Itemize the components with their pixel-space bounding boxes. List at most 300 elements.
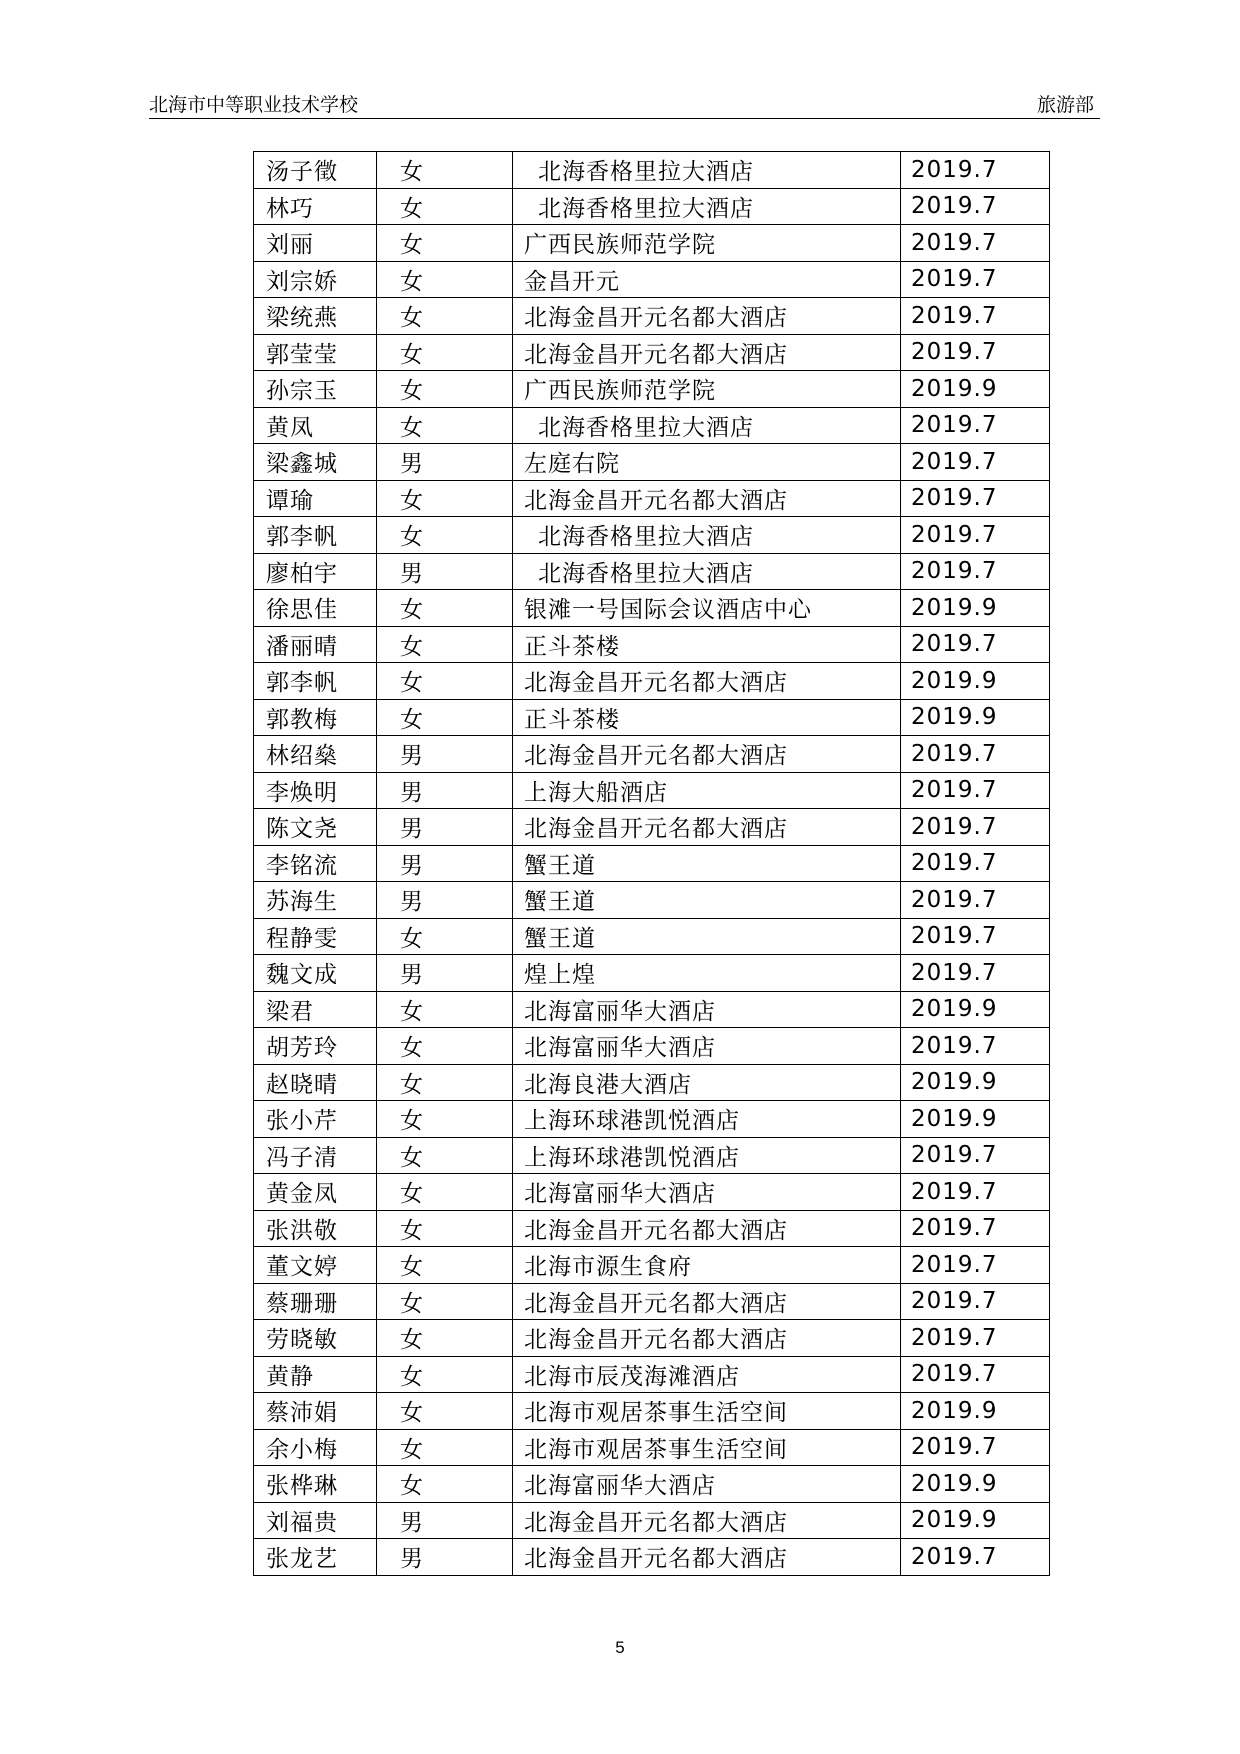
gender-cell [377, 1137, 513, 1174]
employer-cell [513, 626, 901, 663]
employer-cell [513, 991, 901, 1028]
employer-cell [513, 1393, 901, 1430]
student-name-cell-text: 汤子徵 [266, 159, 338, 186]
employer-cell [513, 188, 901, 225]
table-row [254, 699, 1050, 736]
gender-cell [377, 1466, 513, 1503]
student-name-cell-text: 潘丽晴 [266, 633, 338, 660]
student-name-cell-text: 张龙艺 [266, 1546, 338, 1573]
date-cell [901, 152, 1050, 189]
student-name-cell-text: 刘丽 [266, 232, 314, 259]
employer-cell-text: 北海金昌开元名都大酒店 [524, 816, 788, 843]
date-cell [901, 991, 1050, 1028]
student-name-cell [254, 225, 377, 262]
gender-cell-text: 女 [400, 1363, 424, 1390]
date-cell [901, 1466, 1050, 1503]
employer-cell-text: 正斗茶楼 [524, 706, 620, 733]
employer-cell-text: 蟹王道 [524, 852, 596, 879]
student-name-cell [254, 991, 377, 1028]
employer-cell-text: 北海金昌开元名都大酒店 [524, 487, 788, 514]
table-row [254, 955, 1050, 992]
gender-cell [377, 1356, 513, 1393]
student-name-cell [254, 261, 377, 298]
table-row [254, 1320, 1050, 1357]
gender-cell [377, 1429, 513, 1466]
date-cell [901, 334, 1050, 371]
student-name-cell-text: 刘福贵 [266, 1509, 338, 1536]
date-cell-text: 2019.9 [911, 704, 998, 731]
date-cell [901, 1539, 1050, 1576]
date-cell-text: 2019.7 [911, 485, 998, 512]
table-row [254, 1247, 1050, 1284]
student-name-cell-text: 郭莹莹 [266, 341, 338, 368]
employer-cell [513, 225, 901, 262]
date-cell-text: 2019.7 [911, 558, 998, 585]
date-cell [901, 736, 1050, 773]
student-name-cell [254, 1320, 377, 1357]
student-name-cell-text: 李焕明 [266, 779, 338, 806]
employer-cell-text: 银滩一号国际会议酒店中心 [524, 597, 812, 624]
gender-cell [377, 809, 513, 846]
date-cell [901, 1429, 1050, 1466]
gender-cell-text: 女 [400, 1108, 424, 1135]
employer-cell [513, 663, 901, 700]
gender-cell [377, 1247, 513, 1284]
table-row [254, 1466, 1050, 1503]
employer-cell-text: 北海金昌开元名都大酒店 [524, 1327, 788, 1354]
gender-cell-text: 女 [400, 305, 424, 332]
gender-cell-text: 男 [400, 451, 424, 478]
gender-cell-text: 女 [400, 1473, 424, 1500]
employer-cell [513, 407, 901, 444]
gender-cell-text: 男 [400, 743, 424, 770]
date-cell-text: 2019.7 [911, 339, 998, 366]
gender-cell-text: 女 [400, 1327, 424, 1354]
table-row [254, 1101, 1050, 1138]
date-cell-text: 2019.7 [911, 1288, 998, 1315]
gender-cell-text: 男 [400, 1546, 424, 1573]
student-name-cell-text: 陈文尧 [266, 816, 338, 843]
table-row [254, 188, 1050, 225]
date-cell [901, 918, 1050, 955]
gender-cell-text: 男 [400, 816, 424, 843]
student-name-cell [254, 1539, 377, 1576]
gender-cell [377, 736, 513, 773]
gender-cell-text: 女 [400, 1436, 424, 1463]
student-name-cell-text: 蔡珊珊 [266, 1290, 338, 1317]
student-name-cell-text: 张洪敬 [266, 1217, 338, 1244]
gender-cell [377, 1028, 513, 1065]
student-name-cell-text: 刘宗娇 [266, 268, 338, 295]
employer-cell [513, 882, 901, 919]
employer-cell-text: 北海香格里拉大酒店 [538, 560, 754, 587]
employer-cell [513, 1356, 901, 1393]
employer-cell [513, 590, 901, 627]
gender-cell-text: 女 [400, 1071, 424, 1098]
date-cell [901, 1320, 1050, 1357]
gender-cell-text: 女 [400, 159, 424, 186]
gender-cell [377, 1101, 513, 1138]
employer-cell-text: 北海金昌开元名都大酒店 [524, 341, 788, 368]
employer-cell-text: 蟹王道 [524, 889, 596, 916]
gender-cell [377, 407, 513, 444]
table-body [254, 152, 1050, 1576]
student-name-cell-text: 林巧 [266, 195, 314, 222]
employer-cell [513, 955, 901, 992]
employer-cell-text: 正斗茶楼 [524, 633, 620, 660]
gender-cell [377, 1393, 513, 1430]
employer-cell-text: 北海市观居茶事生活空间 [524, 1436, 788, 1463]
gender-cell-text: 男 [400, 779, 424, 806]
date-cell-text: 2019.7 [911, 1324, 998, 1351]
date-cell [901, 1101, 1050, 1138]
student-name-cell-text: 黄凤 [266, 414, 314, 441]
employer-cell [513, 1174, 901, 1211]
date-cell-text: 2019.9 [911, 1470, 998, 1497]
gender-cell [377, 480, 513, 517]
date-cell-text: 2019.7 [911, 193, 998, 220]
employer-cell [513, 1064, 901, 1101]
student-name-cell [254, 407, 377, 444]
table-row [254, 553, 1050, 590]
gender-cell [377, 882, 513, 919]
gender-cell-text: 女 [400, 670, 424, 697]
date-cell [901, 1210, 1050, 1247]
table-row [254, 1393, 1050, 1430]
table-row [254, 1137, 1050, 1174]
date-cell [901, 298, 1050, 335]
employer-cell-text: 北海金昌开元名都大酒店 [524, 1290, 788, 1317]
employer-cell [513, 261, 901, 298]
employer-cell-text: 北海市观居茶事生活空间 [524, 1400, 788, 1427]
table-row [254, 480, 1050, 517]
student-name-cell [254, 918, 377, 955]
table-row [254, 991, 1050, 1028]
table-row [254, 736, 1050, 773]
date-cell [901, 845, 1050, 882]
date-cell-text: 2019.7 [911, 850, 998, 877]
date-cell-text: 2019.7 [911, 923, 998, 950]
student-name-cell-text: 梁鑫城 [266, 451, 338, 478]
table-row [254, 225, 1050, 262]
table-row [254, 444, 1050, 481]
date-cell [901, 1283, 1050, 1320]
gender-cell [377, 1502, 513, 1539]
gender-cell [377, 188, 513, 225]
student-name-cell-text: 郭教梅 [266, 706, 338, 733]
employer-cell-text: 左庭右院 [524, 451, 620, 478]
student-name-cell [254, 444, 377, 481]
student-name-cell-text: 李铭流 [266, 852, 338, 879]
date-cell-text: 2019.7 [911, 521, 998, 548]
gender-cell-text: 女 [400, 232, 424, 259]
gender-cell-text: 女 [400, 195, 424, 222]
student-name-cell [254, 1429, 377, 1466]
employer-cell [513, 553, 901, 590]
student-name-cell [254, 736, 377, 773]
employer-cell [513, 1028, 901, 1065]
date-cell [901, 699, 1050, 736]
student-name-cell [254, 1028, 377, 1065]
employer-cell-text: 广西民族师范学院 [524, 378, 716, 405]
gender-cell [377, 1320, 513, 1357]
student-name-cell-text: 苏海生 [266, 889, 338, 916]
gender-cell-text: 男 [400, 852, 424, 879]
student-name-cell-text: 余小梅 [266, 1436, 338, 1463]
table-row [254, 298, 1050, 335]
gender-cell-text: 女 [400, 1400, 424, 1427]
date-cell [901, 407, 1050, 444]
date-cell-text: 2019.7 [911, 1142, 998, 1169]
date-cell [901, 590, 1050, 627]
gender-cell-text: 男 [400, 560, 424, 587]
employer-cell [513, 699, 901, 736]
student-name-cell [254, 1064, 377, 1101]
student-name-cell [254, 517, 377, 554]
employer-cell-text: 北海香格里拉大酒店 [538, 414, 754, 441]
date-cell-text: 2019.9 [911, 594, 998, 621]
date-cell-text: 2019.7 [911, 740, 998, 767]
table-row [254, 152, 1050, 189]
employer-cell [513, 1101, 901, 1138]
employer-cell [513, 1429, 901, 1466]
gender-cell [377, 1174, 513, 1211]
page-number: 5 [615, 1638, 625, 1657]
employer-cell [513, 298, 901, 335]
student-name-cell [254, 298, 377, 335]
department-name: 旅游部 [1036, 94, 1094, 116]
date-cell [901, 517, 1050, 554]
employer-cell [513, 809, 901, 846]
gender-cell-text: 女 [400, 268, 424, 295]
student-name-cell [254, 663, 377, 700]
date-cell-text: 2019.9 [911, 1507, 998, 1534]
table-row [254, 1064, 1050, 1101]
date-cell [901, 1064, 1050, 1101]
employer-cell-text: 北海富丽华大酒店 [524, 1181, 716, 1208]
employer-cell [513, 1283, 901, 1320]
table-row [254, 517, 1050, 554]
date-cell-text: 2019.7 [911, 1178, 998, 1205]
date-cell [901, 1028, 1050, 1065]
date-cell-text: 2019.7 [911, 813, 998, 840]
date-cell-text: 2019.7 [911, 266, 998, 293]
gender-cell-text: 男 [400, 962, 424, 989]
gender-cell-text: 女 [400, 341, 424, 368]
date-cell-text: 2019.7 [911, 1543, 998, 1570]
student-name-cell [254, 772, 377, 809]
employer-cell [513, 480, 901, 517]
school-name: 北海市中等职业技术学校 [149, 94, 359, 116]
date-cell-text: 2019.7 [911, 412, 998, 439]
table-row [254, 626, 1050, 663]
date-cell-text: 2019.7 [911, 1215, 998, 1242]
student-name-cell-text: 冯子清 [266, 1144, 338, 1171]
employer-cell [513, 918, 901, 955]
table-row [254, 845, 1050, 882]
date-cell-text: 2019.7 [911, 1434, 998, 1461]
employer-cell-text: 北海金昌开元名都大酒店 [524, 1217, 788, 1244]
student-name-cell-text: 郭李帆 [266, 670, 338, 697]
student-name-cell [254, 1393, 377, 1430]
gender-cell-text: 女 [400, 1290, 424, 1317]
date-cell-text: 2019.9 [911, 996, 998, 1023]
student-name-cell-text: 张桦琳 [266, 1473, 338, 1500]
employer-cell-text: 北海市源生食府 [524, 1254, 692, 1281]
employer-cell-text: 北海良港大酒店 [524, 1071, 692, 1098]
gender-cell [377, 371, 513, 408]
date-cell [901, 1356, 1050, 1393]
gender-cell [377, 626, 513, 663]
employer-cell-text: 北海香格里拉大酒店 [538, 195, 754, 222]
gender-cell [377, 225, 513, 262]
date-cell [901, 809, 1050, 846]
student-name-cell [254, 955, 377, 992]
table-row [254, 1429, 1050, 1466]
table-row [254, 772, 1050, 809]
employer-cell-text: 北海金昌开元名都大酒店 [524, 670, 788, 697]
table-row [254, 1174, 1050, 1211]
date-cell-text: 2019.7 [911, 1032, 998, 1059]
gender-cell-text: 女 [400, 378, 424, 405]
student-name-cell [254, 809, 377, 846]
date-cell-text: 2019.7 [911, 1361, 998, 1388]
employer-cell-text: 北海香格里拉大酒店 [538, 159, 754, 186]
date-cell-text: 2019.7 [911, 959, 998, 986]
student-name-cell-text: 徐思佳 [266, 597, 338, 624]
student-name-cell [254, 1247, 377, 1284]
student-name-cell [254, 1101, 377, 1138]
student-name-cell-text: 魏文成 [266, 962, 338, 989]
gender-cell-text: 女 [400, 998, 424, 1025]
student-name-cell [254, 1210, 377, 1247]
date-cell [901, 955, 1050, 992]
date-cell-text: 2019.9 [911, 1397, 998, 1424]
student-name-cell [254, 1502, 377, 1539]
student-name-cell-text: 胡芳玲 [266, 1035, 338, 1062]
student-name-cell [254, 188, 377, 225]
date-cell [901, 1137, 1050, 1174]
gender-cell-text: 女 [400, 414, 424, 441]
date-cell-text: 2019.7 [911, 229, 998, 256]
gender-cell [377, 772, 513, 809]
date-cell [901, 663, 1050, 700]
table-row [254, 1356, 1050, 1393]
gender-cell-text: 女 [400, 1181, 424, 1208]
employer-cell [513, 444, 901, 481]
student-name-cell [254, 371, 377, 408]
student-name-cell [254, 480, 377, 517]
gender-cell [377, 1283, 513, 1320]
student-name-cell-text: 董文婷 [266, 1254, 338, 1281]
student-name-cell [254, 1356, 377, 1393]
employer-cell-text: 北海金昌开元名都大酒店 [524, 1546, 788, 1573]
table-row [254, 407, 1050, 444]
gender-cell [377, 918, 513, 955]
employer-cell [513, 334, 901, 371]
student-name-cell [254, 1466, 377, 1503]
employer-cell [513, 845, 901, 882]
employer-cell-text: 北海富丽华大酒店 [524, 998, 716, 1025]
employer-cell-text: 北海富丽华大酒店 [524, 1473, 716, 1500]
student-name-cell [254, 590, 377, 627]
student-name-cell [254, 1174, 377, 1211]
table-row [254, 1502, 1050, 1539]
gender-cell-text: 女 [400, 1144, 424, 1171]
student-name-cell [254, 1137, 377, 1174]
employer-cell [513, 1247, 901, 1284]
gender-cell [377, 298, 513, 335]
date-cell-text: 2019.7 [911, 156, 998, 183]
gender-cell [377, 1210, 513, 1247]
date-cell-text: 2019.7 [911, 302, 998, 329]
date-cell [901, 480, 1050, 517]
gender-cell [377, 845, 513, 882]
student-name-cell [254, 882, 377, 919]
student-name-cell-text: 黄金凤 [266, 1181, 338, 1208]
employer-cell-text: 上海环球港凯悦酒店 [524, 1108, 740, 1135]
gender-cell [377, 590, 513, 627]
employer-cell [513, 1466, 901, 1503]
date-cell-text: 2019.9 [911, 667, 998, 694]
gender-cell-text: 女 [400, 706, 424, 733]
gender-cell [377, 444, 513, 481]
gender-cell [377, 553, 513, 590]
gender-cell-text: 女 [400, 925, 424, 952]
date-cell-text: 2019.7 [911, 448, 998, 475]
gender-cell [377, 261, 513, 298]
employer-cell-text: 北海金昌开元名都大酒店 [524, 305, 788, 332]
student-name-cell-text: 林绍燊 [266, 743, 338, 770]
student-name-cell-text: 郭李帆 [266, 524, 338, 551]
student-name-cell-text: 程静雯 [266, 925, 338, 952]
student-name-cell-text: 张小芹 [266, 1108, 338, 1135]
gender-cell [377, 1064, 513, 1101]
gender-cell-text: 女 [400, 487, 424, 514]
date-cell-text: 2019.9 [911, 1105, 998, 1132]
employment-table [253, 151, 1050, 1576]
employer-cell [513, 1137, 901, 1174]
date-cell [901, 553, 1050, 590]
gender-cell [377, 1539, 513, 1576]
student-name-cell-text: 黄静 [266, 1363, 314, 1390]
date-cell-text: 2019.7 [911, 777, 998, 804]
table-row [254, 334, 1050, 371]
student-name-cell [254, 1283, 377, 1320]
table-row [254, 663, 1050, 700]
employer-cell [513, 1210, 901, 1247]
gender-cell [377, 663, 513, 700]
date-cell [901, 371, 1050, 408]
student-name-cell-text: 廖柏宇 [266, 560, 338, 587]
gender-cell [377, 955, 513, 992]
page-header [149, 88, 1100, 119]
employer-cell-text: 北海富丽华大酒店 [524, 1035, 716, 1062]
employer-cell-text: 上海环球港凯悦酒店 [524, 1144, 740, 1171]
gender-cell-text: 女 [400, 633, 424, 660]
table-row [254, 1539, 1050, 1576]
gender-cell-text: 女 [400, 524, 424, 551]
date-cell [901, 1247, 1050, 1284]
date-cell [901, 626, 1050, 663]
gender-cell-text: 女 [400, 1035, 424, 1062]
gender-cell-text: 女 [400, 1217, 424, 1244]
employer-cell-text: 北海金昌开元名都大酒店 [524, 1509, 788, 1536]
employer-cell [513, 152, 901, 189]
employer-cell [513, 1320, 901, 1357]
student-name-cell-text: 谭瑜 [266, 487, 314, 514]
gender-cell-text: 男 [400, 1509, 424, 1536]
